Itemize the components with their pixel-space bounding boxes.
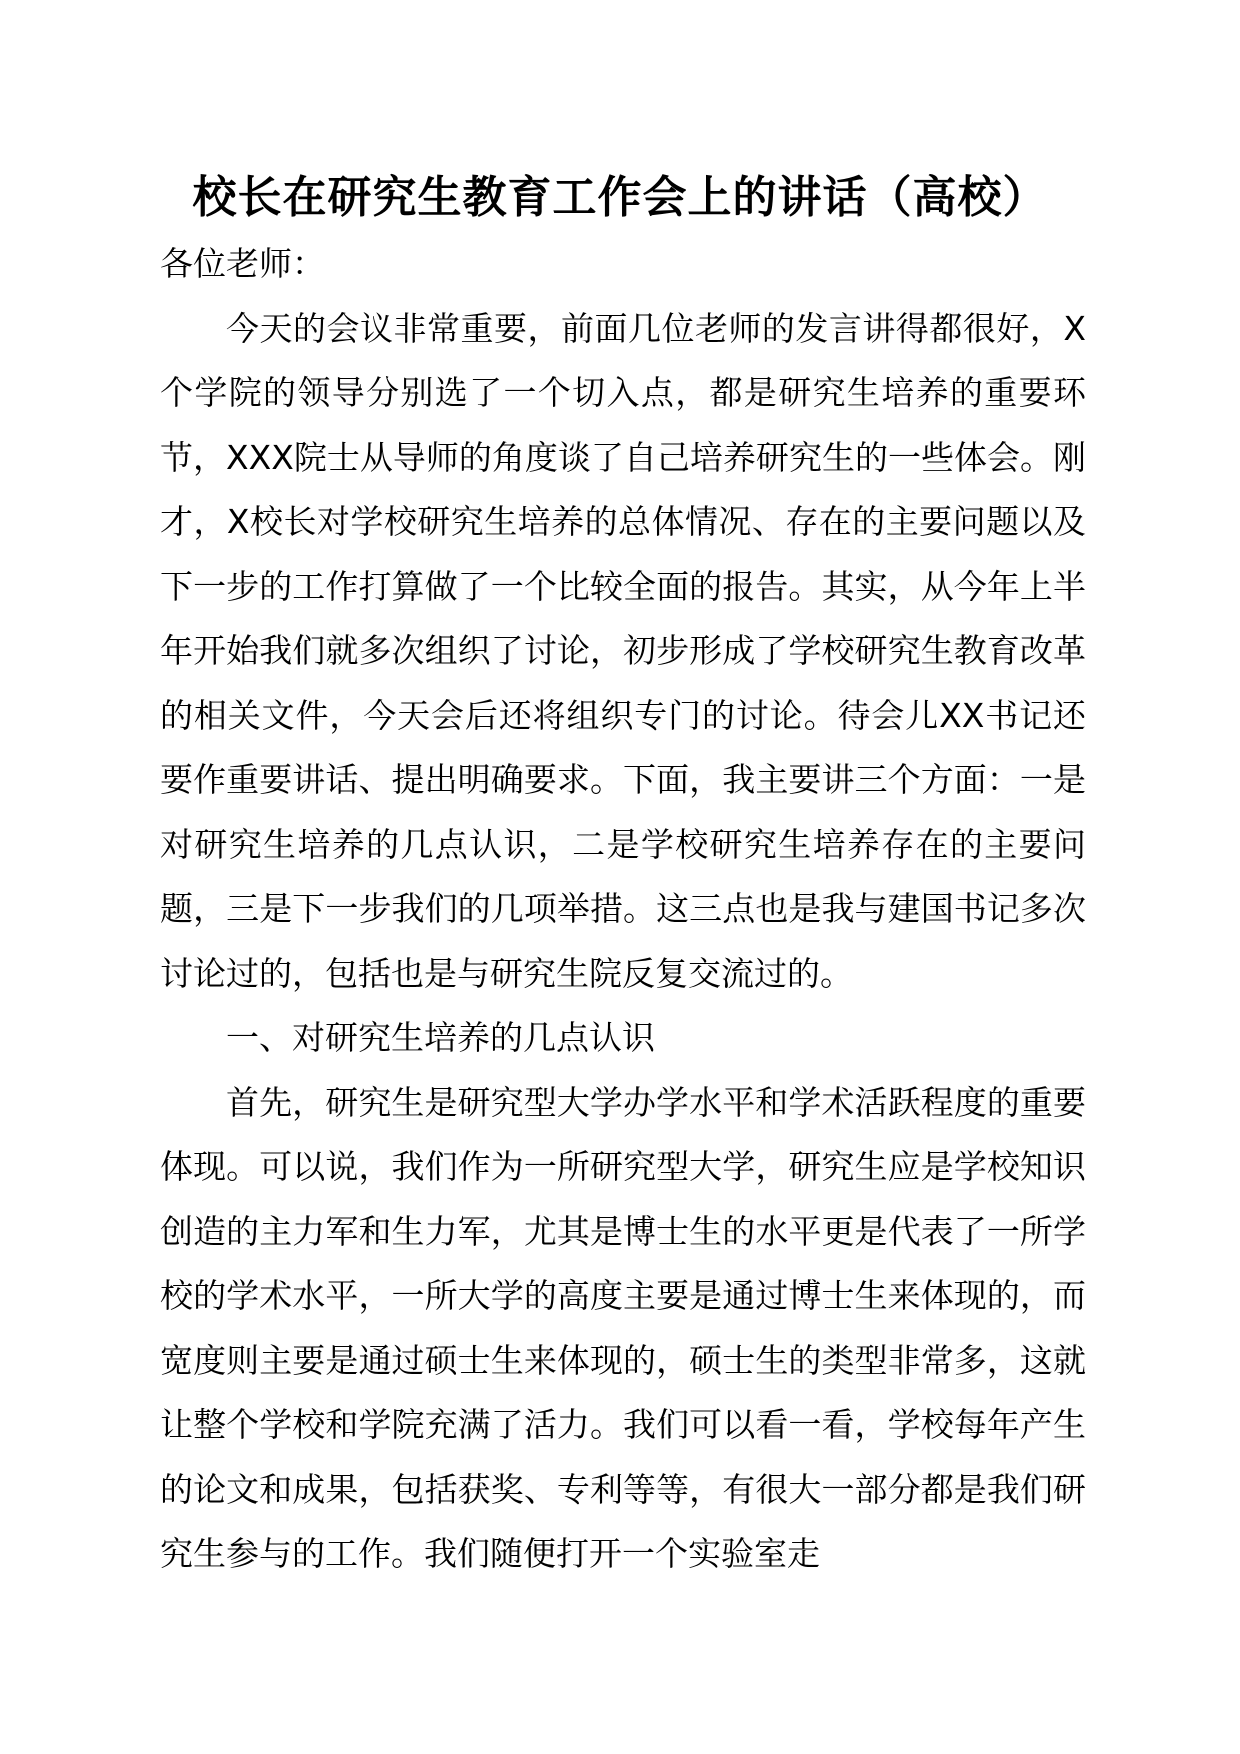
greeting: 各位老师： [160,244,325,283]
document-title: 校长在研究生教育工作会上的讲话（高校） [192,172,1048,223]
document-body [160,232,1086,1587]
section-heading-1: 一、对研究生培养的几点认识 [226,1018,655,1057]
paragraph-first-point: 首先，研究生是研究型大学办学水平和学术活跃程度的重要体现。可以说，我们作为一所研究型大学，研究生应是学校知识创造的主力军和生力军，尤其是博士生的水平更是代表了一所学校的学术水平，一所大学的高度主要是通过博士生来体现的，而宽度则主要是通过硕士生来体现的，硕士生的类型非常多，这就让整个学校和学院充满了活力。我们可以看一看，学校每年产生的论文和成果，包括获奖、专利等等，有很大一部分都是我们研究生参与的工作。我们随便打开一个实验室走 [160,1082,1086,1573]
paragraph-intro: 今天的会议非常重要，前面几位老师的发言讲得都很好，X个学院的领导分别选了一个切入点，都是研究生培养的重要环节，XXX院士从导师的角度谈了自己培养研究生的一些体会。刚才，X校长对学校研究生培养的总体情况、存在的主要问题以及下一步的工作打算做了一个比较全面的报告。其实，从今年上半年开始我们就多次组织了讨论，初步形成了学校研究生教育改革的相关文件，今天会后还将组织专门的讨论。待会儿XX书记还要作重要讲话、提出明确要求。下面，我主要讲三个方面：一是对研究生培养的几点认识，二是学校研究生培养存在的主要问题，三是下一步我们的几项举措。这三点也是我与建国书记多次讨论过的，包括也是与研究生院反复交流过的。 [160,308,1086,993]
